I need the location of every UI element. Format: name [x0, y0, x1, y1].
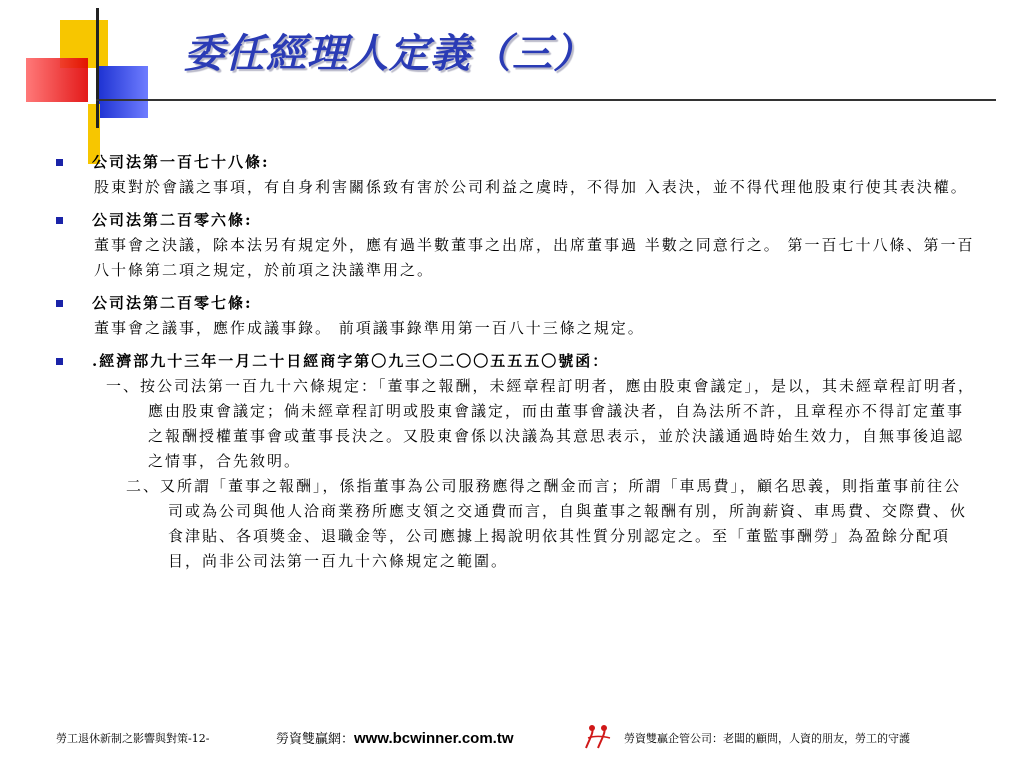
footer-page-label: 勞工退休新制之影響與對策-12- [56, 732, 210, 745]
blue-square [96, 66, 148, 118]
footer-tagline: 勞資雙贏企管公司：老闆的顧問，人資的朋友，勞工的守護 [624, 732, 910, 745]
list-item [56, 150, 976, 200]
vertical-rule [96, 8, 99, 128]
item-heading: .經濟部九十三年一月二十日經商字第〇九三〇二〇〇五五五〇號函： [92, 352, 610, 370]
item-body: 股東對於會議之事項，有自身利害關係致有害於公司利益之虞時，不得加 入表決，並不得代理他股東行使其表決權。 [94, 178, 968, 196]
footer-site-label: 勞資雙贏網： [276, 732, 355, 747]
item-heading: 公司法第二百零六條: [92, 211, 253, 229]
footer-site [276, 728, 514, 747]
slide-title: 委任經理人定義（三） [184, 30, 594, 77]
sub-paragraph-1: 一、按公司法第一百九十六條規定：「董事之報酬，未經章程訂明者，應由股東會議定」，是以，其未經章程訂明者，應由股東會議定；倘未經章程訂明或股東會議定，而由董事會議決者，自為法所不許，且章程亦不得訂定董事之報酬授權董事會或董事長決之。又股東會係以決議為其意思表示，並於決議通過時始生效力，自無事後追認之情事，合先敘明。 [106, 377, 976, 470]
bullet-icon [56, 217, 63, 224]
bullet-icon [56, 159, 63, 166]
list-item [56, 349, 976, 574]
decorative-logo-blocks [0, 0, 180, 160]
sub-paragraph-2: 二、又所謂「董事之報酬」，係指董事為公司服務應得之酬金而言；所謂「車馬費」，顧名思義，則指董事前往公司或為公司與他人洽商業務所應支領之交通費而言，自與董事之報酬有別，所詢薪資、車馬費、交際費、伙食津貼、各項獎金、退職金等，公司應據上揭說明依其性質分別認定之。至「董監事酬勞」為盈餘分配項目，尚非公司法第一百九十六條規定之範圍。 [126, 477, 968, 570]
footer-url-link[interactable]: www.bcwinner.com.tw [354, 730, 514, 747]
slide-content [56, 150, 976, 582]
red-square [26, 58, 88, 102]
item-body: 董事會之議事，應作成議事錄。 前項議事錄準用第一百八十三條之規定。 [94, 319, 645, 337]
bullet-icon [56, 358, 63, 365]
list-item [56, 291, 976, 341]
list-item [56, 208, 976, 283]
item-heading: 公司法第二百零七條: [92, 294, 253, 312]
bullet-icon [56, 300, 63, 307]
item-body: 董事會之決議，除本法另有規定外，應有過半數董事之出席，出席董事過 半數之同意行之。 第一百七十八條、第一百八十條第二項之規定，於前項之決議準用之。 [94, 236, 975, 279]
item-heading: 公司法第一百七十八條: [92, 153, 270, 171]
company-logo-icon [582, 722, 614, 750]
title-underline [96, 99, 996, 101]
footer [0, 722, 1024, 752]
